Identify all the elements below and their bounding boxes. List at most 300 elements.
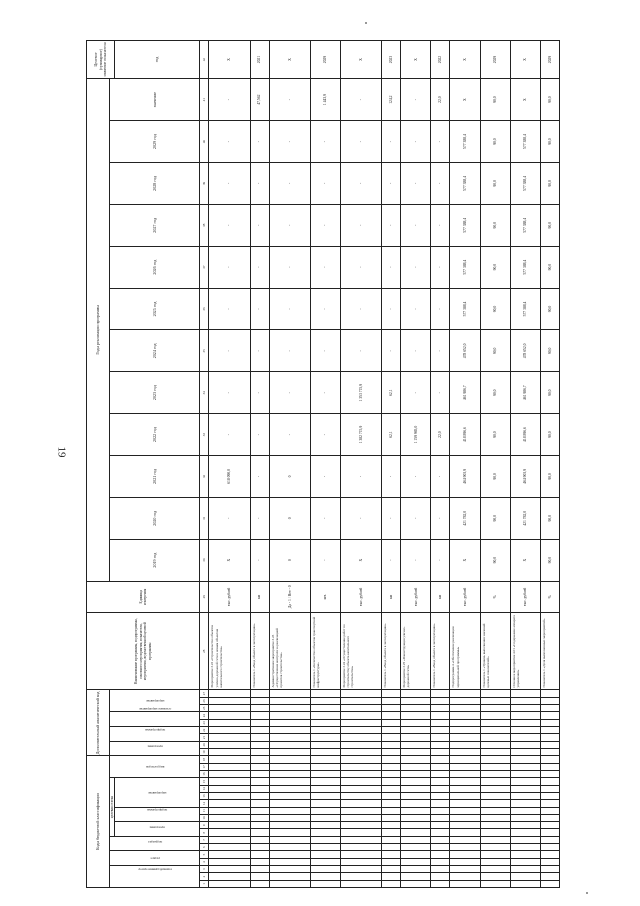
code-cell [401,829,431,836]
code-cell [401,858,431,865]
code-cell [431,800,450,807]
kbk-section-header: раздел [110,851,200,866]
code-cell [431,873,450,880]
program-table [86,40,560,888]
column-number: 6 [200,844,209,851]
code-cell [310,858,340,865]
code-cell [340,822,381,829]
code-cell [540,719,559,726]
code-cell [382,800,401,807]
column-number: 36 [200,288,209,330]
row-value: - [401,121,431,163]
row-value: - [250,163,269,205]
code-cell [310,873,340,880]
code-cell [269,858,310,865]
code-cell [269,822,310,829]
code-cell [510,756,540,763]
code-cell [431,712,450,719]
row-value: 478 652,0 [450,330,480,372]
code-cell [480,866,510,873]
column-number: 17 [200,763,209,770]
column-number: 3 [200,866,209,873]
kbk-target-program-header: программа [115,822,200,837]
year-2021-header: 2021 год [110,456,200,498]
code-cell [209,792,250,799]
row-unit: тыс. рублей [209,581,250,612]
code-cell [340,712,381,719]
row-value: - [209,330,250,372]
row-value: 577 388,4 [510,121,540,163]
row-unit: шт. [310,581,340,612]
column-number: 33 [200,414,209,456]
row-value: 577 388,4 [450,163,480,205]
row-value: - [401,539,431,581]
code-cell [340,858,381,865]
row-value: - [401,163,431,205]
code-cell [540,705,559,712]
code-cell [209,807,250,814]
code-cell [310,712,340,719]
code-cell [250,866,269,873]
code-cell [450,873,480,880]
code-cell [540,756,559,763]
code-cell [450,814,480,821]
column-number: 38 [200,204,209,246]
code-cell [340,836,381,843]
row-value: - [209,204,250,246]
code-cell [269,785,310,792]
doc-subprogram-header: подпрограмма [110,727,200,742]
code-cell [250,763,269,770]
code-cell [480,807,510,814]
row-value: - [250,121,269,163]
row-value: 90,0 [540,539,559,581]
row-value: 421 782,0 [510,497,540,539]
table-row [382,41,401,888]
column-number: 13 [200,792,209,799]
code-cell [382,705,401,712]
code-cell [401,836,431,843]
code-cell [480,829,510,836]
row-value: 22,0 [431,79,450,121]
row-unit: тыс. рублей [510,581,540,612]
row-value: 464 903,9 [510,456,540,498]
row-value: - [431,539,450,581]
code-cell [209,836,250,843]
row-value: 577 388,4 [510,204,540,246]
row-value: - [382,163,401,205]
code-cell [269,778,310,785]
code-cell [250,734,269,741]
row-name: Показатель 1 «Ввод объекта в эксплуатацию» [382,612,401,689]
code-cell [310,690,340,697]
code-cell [480,741,510,748]
code-cell [401,807,431,814]
column-number: 27 [200,690,209,697]
row-value: - [310,246,340,288]
code-cell [382,880,401,887]
row-value: 577 388,4 [450,288,480,330]
column-number: 34 [200,372,209,414]
row-value: - [269,246,310,288]
row-value: - [310,372,340,414]
code-cell [431,836,450,843]
row-value: - [382,204,401,246]
code-cell [510,785,540,792]
code-cell [310,866,340,873]
row-value: - [401,79,431,121]
column-number: 24 [200,712,209,719]
code-cell [510,858,540,865]
code-cell [450,734,480,741]
column-number: 42 [200,41,209,79]
code-cell [450,836,480,843]
code-cell [250,836,269,843]
code-cell [269,690,310,697]
code-cell [310,829,340,836]
row-value: X [209,539,250,581]
row-name: Основное мероприятие 4.01 «Содержание аппарата управления» [510,612,540,689]
code-cell [480,792,510,799]
row-value: 577 388,4 [450,246,480,288]
code-cell [540,792,559,799]
code-cell [450,858,480,865]
row-value: 464 903,9 [450,456,480,498]
code-cell [209,756,250,763]
code-cell [401,712,431,719]
code-cell [480,690,510,697]
code-cell [269,756,310,763]
code-cell [250,844,269,851]
code-cell [209,800,250,807]
code-cell [340,719,381,726]
code-cell [382,778,401,785]
row-value: 90,0 [480,330,510,372]
row-value: 478 652,0 [510,330,540,372]
code-cell [209,873,250,880]
code-cell [250,756,269,763]
table-row [209,41,250,888]
row-value: - [382,246,401,288]
column-number: 15 [200,778,209,785]
row-value: - [250,204,269,246]
code-cell [269,763,310,770]
column-number: 35 [200,330,209,372]
code-cell [510,771,540,778]
code-cell [250,800,269,807]
unit-header: Единица измерения [87,581,200,612]
table-row [250,41,269,888]
code-cell [540,880,559,887]
row-value: - [431,288,450,330]
row-value: - [310,288,340,330]
row-value: 90,0 [540,79,559,121]
kbk-target-event-header: мероприятие [115,778,200,807]
code-cell [510,705,540,712]
code-cell [250,697,269,704]
code-cell [431,771,450,778]
code-cell [401,727,431,734]
code-cell [450,829,480,836]
row-value: 90,0 [480,414,510,456]
code-cell [209,705,250,712]
code-cell [250,858,269,865]
row-final: X [510,41,540,79]
code-cell [431,763,450,770]
code-cell [340,741,381,748]
kbk-expense-type-header: вид расходов [110,756,200,778]
code-cell [382,756,401,763]
row-value: 418 896,6 [510,414,540,456]
code-cell [310,727,340,734]
code-cell [450,741,480,748]
kbk-header: Коды бюджетной классификации [87,756,110,888]
code-cell [480,814,510,821]
row-value: - [310,414,340,456]
code-cell [510,741,540,748]
code-cell [310,792,340,799]
column-number: 12 [200,800,209,807]
code-cell [250,807,269,814]
code-cell [340,785,381,792]
code-cell [480,785,510,792]
row-value: 90,0 [480,456,510,498]
code-cell [431,858,450,865]
name-header: Наименование программы, подпрограммы, основного мероприятия, показателя, мероприятия, ведомственной целевой программы [87,612,200,689]
code-cell [510,807,540,814]
code-cell [310,697,340,704]
code-cell [382,814,401,821]
code-cell [540,712,559,719]
row-value: 0 [269,497,310,539]
row-value: 1 443,9 [310,79,340,121]
code-cell [401,851,431,858]
row-name: Показатель 1 «Количество объектов транспортной инфраструктуры» [310,612,340,689]
code-cell [450,697,480,704]
code-cell [310,763,340,770]
code-cell [510,792,540,799]
code-cell [401,866,431,873]
table-row [401,41,431,888]
row-value: 90,0 [540,330,559,372]
code-cell [250,873,269,880]
code-cell [450,727,480,734]
table-row [480,41,510,888]
code-cell [382,822,401,829]
code-cell [480,734,510,741]
row-unit: км [382,581,401,612]
code-cell [209,712,250,719]
code-cell [510,814,540,821]
code-cell [540,741,559,748]
row-unit: % [480,581,510,612]
row-final: 2029 [480,41,510,79]
code-cell [431,814,450,821]
code-cell [480,749,510,756]
code-cell [269,814,310,821]
code-cell [209,734,250,741]
year-2025-header: 2025 год [110,288,200,330]
column-number: 19 [200,749,209,756]
code-cell [510,690,540,697]
code-cell [340,866,381,873]
code-cell [250,851,269,858]
code-cell [450,763,480,770]
row-value: 90,0 [540,163,559,205]
code-cell [269,844,310,851]
code-cell [431,734,450,741]
code-cell [250,778,269,785]
code-cell [269,829,310,836]
code-cell [431,792,450,799]
row-value: - [209,121,250,163]
code-cell [431,778,450,785]
code-cell [450,851,480,858]
code-cell [209,880,250,887]
column-number: 40 [200,121,209,163]
code-cell [540,807,559,814]
code-cell [431,866,450,873]
code-cell [382,866,401,873]
row-value: - [209,414,250,456]
year-2024-header: 2024 год [110,330,200,372]
row-value: - [431,163,450,205]
page-number: 19 [55,446,68,458]
row-value: 0 [269,456,310,498]
code-cell [310,756,340,763]
code-cell [269,807,310,814]
code-cell [480,851,510,858]
code-cell [510,800,540,807]
code-cell [250,705,269,712]
row-value: - [431,372,450,414]
row-value: 90,0 [540,288,559,330]
code-cell [450,719,480,726]
code-cell [480,705,510,712]
code-cell [540,858,559,865]
code-cell [310,734,340,741]
row-value: - [431,497,450,539]
row-value: 421 782,0 [450,497,480,539]
code-cell [250,829,269,836]
code-cell [401,844,431,851]
code-cell [510,727,540,734]
code-cell [450,785,480,792]
row-value: - [269,330,310,372]
code-cell [431,705,450,712]
table-row [340,41,381,888]
code-cell [480,719,510,726]
row-unit: тыс. рублей [401,581,431,612]
code-cell [510,873,540,880]
row-final: 2021 [250,41,269,79]
row-value: X [450,79,480,121]
code-cell [510,763,540,770]
row-value: - [431,121,450,163]
row-value: - [401,372,431,414]
code-cell [269,697,310,704]
column-number: 31 [200,497,209,539]
row-value: 418 896,6 [450,414,480,456]
code-cell [480,697,510,704]
code-cell [450,792,480,799]
year-2020-header: 2020 год [110,497,200,539]
row-value: 62,1 [382,372,401,414]
code-cell [450,690,480,697]
row-value: - [250,246,269,288]
code-cell [209,690,250,697]
column-number: 28 [200,612,209,689]
row-unit: Да - 1 / Нет - 0 [269,581,310,612]
code-cell [340,800,381,807]
code-cell [250,749,269,756]
row-value: 90,0 [480,288,510,330]
code-cell [431,749,450,756]
code-cell [450,771,480,778]
row-value: - [401,288,431,330]
code-cell [382,734,401,741]
table-row [450,41,480,888]
final-year-header: год [115,41,200,79]
code-cell [431,851,450,858]
row-value: - [209,288,250,330]
code-cell [540,697,559,704]
column-number: 22 [200,727,209,734]
column-number: 26 [200,697,209,704]
year-2019-header: 2019 год [110,539,200,581]
row-final: X [269,41,310,79]
program-table-rotated [86,40,560,888]
row-name: Мероприятие 3.25 «Реконструкция улично-дорожной сети» [401,612,431,689]
code-cell [269,873,310,880]
code-cell [310,800,340,807]
code-cell [510,734,540,741]
column-number: 4 [200,858,209,865]
code-cell [540,844,559,851]
code-cell [310,705,340,712]
code-cell [340,727,381,734]
code-cell [540,778,559,785]
column-number: 18 [200,756,209,763]
code-cell [340,880,381,887]
code-cell [401,741,431,748]
row-value: - [401,456,431,498]
code-cell [480,880,510,887]
code-cell [480,800,510,807]
row-value: - [401,204,431,246]
row-value: - [250,372,269,414]
code-cell [250,785,269,792]
row-value: 618 090,0 [209,456,250,498]
code-cell [540,690,559,697]
row-final: 2029 [540,41,559,79]
row-value: - [310,121,340,163]
code-cell [269,727,310,734]
code-cell [209,727,250,734]
code-cell [540,829,559,836]
row-value: - [340,330,381,372]
column-number: 37 [200,246,209,288]
row-value: - [250,288,269,330]
row-value: - [209,246,250,288]
code-cell [209,763,250,770]
years-group-header: Годы реализации программы [87,79,110,581]
code-cell [401,822,431,829]
code-cell [209,858,250,865]
row-value: - [269,163,310,205]
code-cell [310,880,340,887]
code-cell [382,807,401,814]
